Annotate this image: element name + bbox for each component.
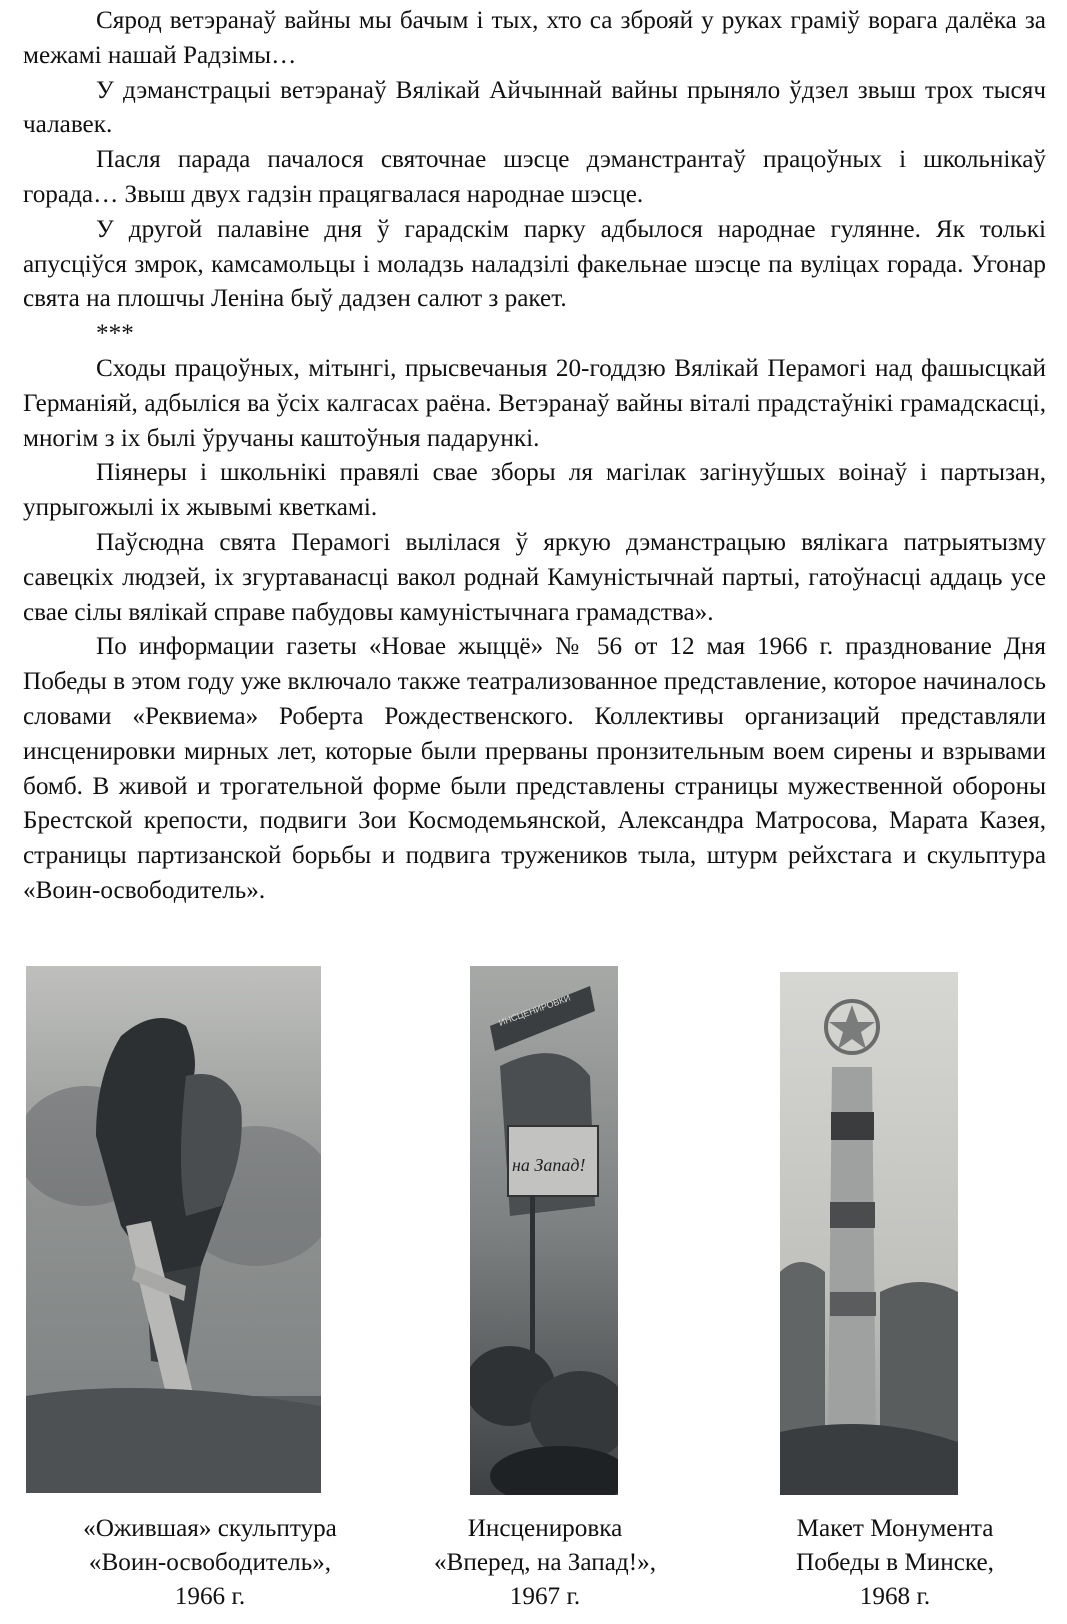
monument-photo [780, 972, 958, 1495]
paragraph: Сходы працоўных, мітынгі, прысвечаныя 20-годдзю Вялікай Перамогі над фашысцкай Германіяй, адбыліся ва ўсіх калгасах раёна. Ветэранаў вайны віталі прадстаўнікі грамадскасці, многім з іх былі ўручаны каштоўныя падарункі. [23, 354, 1046, 452]
sign-main-text: на Запад! [512, 1155, 586, 1175]
article-text [23, 4, 1046, 909]
caption-line: «Ожившая» скульптура [83, 1515, 337, 1542]
photo-caption [340, 1512, 750, 1614]
photo-caption [740, 1512, 1050, 1614]
caption-line: Инсценировка [467, 1515, 623, 1542]
performance-image [470, 966, 618, 1495]
caption-line: 1967 г. [509, 1583, 581, 1610]
caption-line: «Вперед, на Запад!», [433, 1549, 657, 1576]
sign-top-text: ИНСЦЕНИРОВКИ [497, 992, 572, 1028]
caption-line: 1968 г. [859, 1583, 931, 1610]
caption-line: Макет Монумента [796, 1515, 994, 1542]
paragraph: По информации газеты «Новае жыццё» № 56 от 12 мая 1966 г. празднование Дня Победы в этом году уже включало также театрализованное представление, которое начиналось словами «Реквиема» Роберта Рождественского. Коллективы организаций представляли инсценировки мирных лет, которые были прерваны пронзительным воем сирены и взрывами бомб. В живой и трогательной форме были представлены страницы мужественной обороны Брестской крепости, подвиги Зои Космодемьянской, Александра Матросова, Марата Казея, страницы партизанской борьбы и подвига тружеников тыла, штурм рейхстага и скульптура «Воин-освободитель». [23, 633, 1046, 904]
paragraph: Сярод ветэранаў вайны мы бачым і тых, хто са зброяй у руках граміў ворага далёка за межамі нашай Радзімы… [23, 7, 1046, 69]
caption-line: 1966 г. [174, 1583, 246, 1610]
paragraph: У дэманстрацыі ветэранаў Вялікай Айчыннай вайны прыняло ўдзел звыш трох тысяч чалавек. [23, 76, 1046, 139]
paragraph: У другой палавіне дня ў гарадскім парку адбылося народнае гулянне. Як толькі апусціўся змрок, камсамольцы і моладзь наладзілі факельнае шэсце па вуліцах горада. Угонар свята на плошчы Леніна быў дадзен салют з ракет. [23, 215, 1046, 313]
performance-photo [470, 966, 618, 1495]
paragraph: Піянеры і школьнікі правялі свае зборы ля магілак загінуўшых воінаў і партызан, упрыгожылі іх жывымі кветкамі. [23, 459, 1046, 522]
monument-image [780, 972, 958, 1495]
section-separator: *** [96, 320, 134, 348]
sculpture-image [26, 966, 321, 1493]
paragraph: Пасля парада пачалося святочнае шэсце дэманстрантаў працоўных і школьнікаў горада… Звыш двух гадзін працягвалася народнае шэсце. [23, 146, 1046, 208]
paragraph: Паўсюдна свята Перамогі вылілася ў яркую дэманстрацыю вялікага патрыятызму савецкіх людзей, іх згуртаванасці вакол роднай Камуністычнай партыі, гатоўнасці аддаць усе свае сілы вялікай справе пабудовы камуністычнага грамадства». [23, 528, 1046, 626]
sculpture-photo [26, 966, 321, 1493]
caption-line: «Воин-освободитель», [88, 1549, 332, 1576]
caption-line: Победы в Минске, [796, 1549, 994, 1576]
